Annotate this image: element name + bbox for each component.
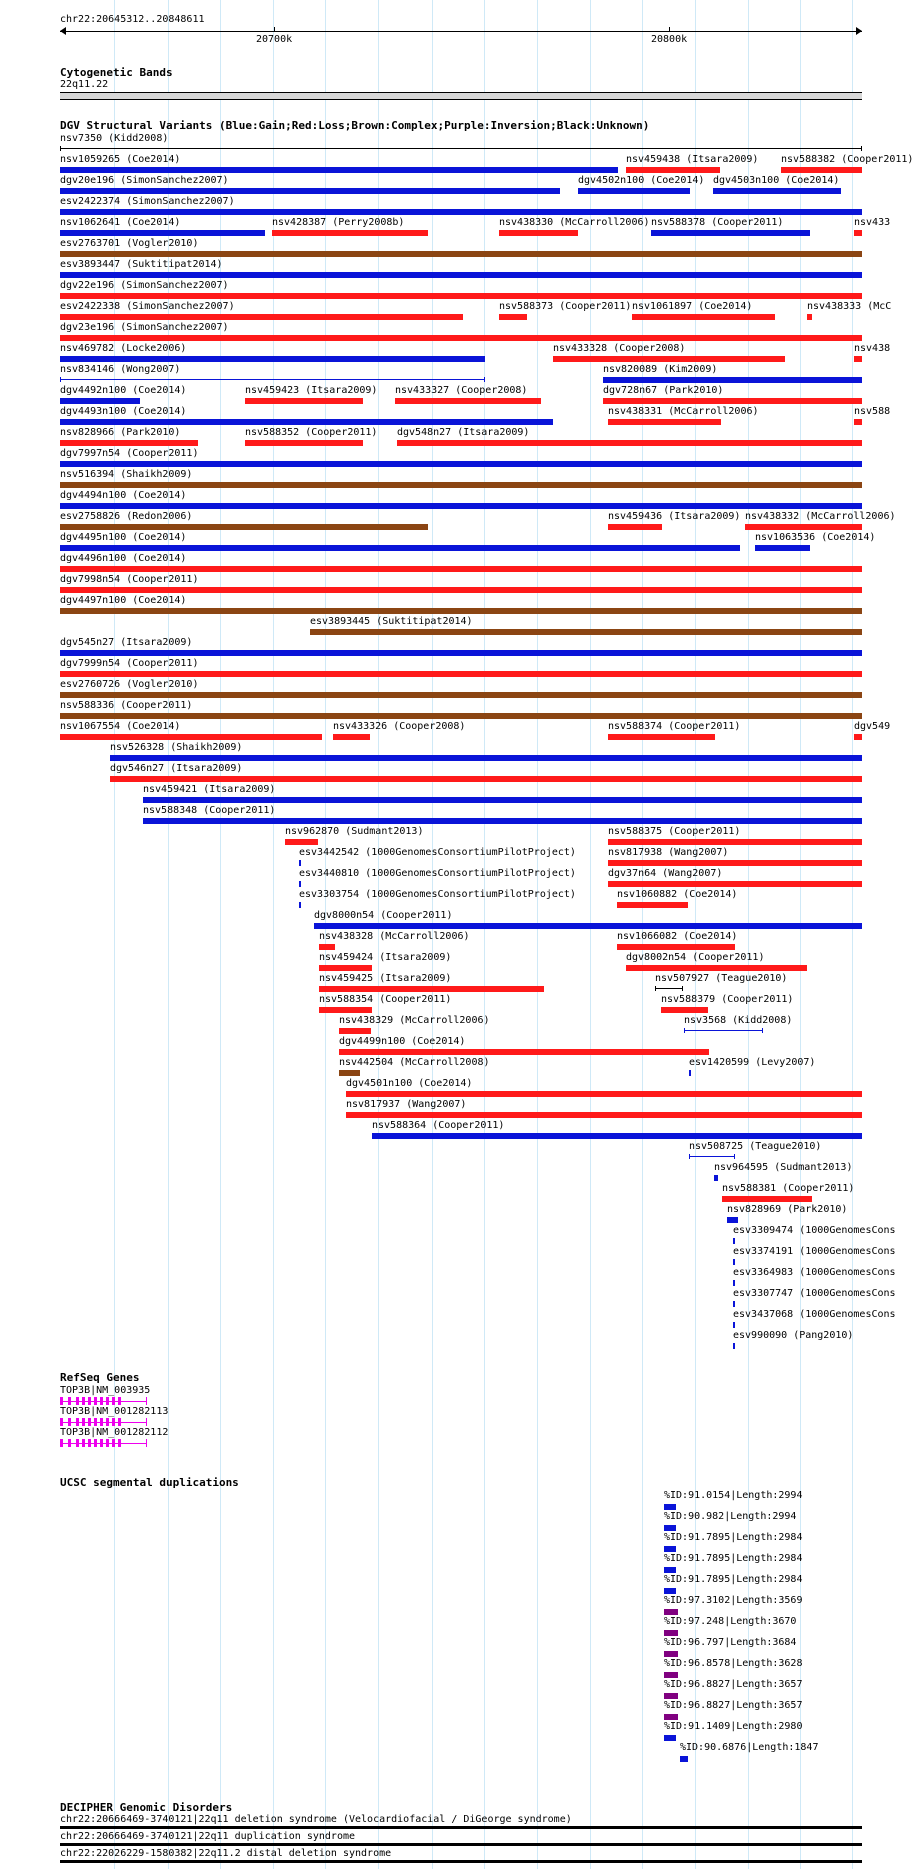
- dgv-track-title: DGV Structural Variants (Blue:Gain;Red:Loss;Brown:Complex;Purple:Inversion;Black:Unknown): [60, 119, 650, 132]
- variant-label: nsv438328 (McCarroll2006): [319, 931, 470, 942]
- variant-span-end: [762, 1028, 763, 1033]
- variant-label: nsv820089 (Kim2009): [603, 364, 718, 375]
- variant-label: esv3440810 (1000GenomesConsortiumPilotProject): [299, 868, 576, 879]
- segdup-bar[interactable]: [664, 1546, 676, 1552]
- variant-bar[interactable]: [299, 860, 301, 866]
- variant-label: esv3893445 (Suktitipat2014): [310, 616, 473, 627]
- grid-line: [590, 0, 591, 1869]
- gene-exon[interactable]: [118, 1418, 121, 1426]
- variant-label: nsv1062641 (Coe2014): [60, 217, 181, 228]
- variant-label: nsv433: [854, 217, 891, 228]
- decipher-entry-bar[interactable]: [60, 1860, 862, 1863]
- variant-label: dgv8002n54 (Cooper2011): [626, 952, 765, 963]
- variant-bar[interactable]: [60, 335, 862, 341]
- variant-bar[interactable]: [339, 1070, 360, 1076]
- variant-label: nsv964595 (Sudmant2013): [714, 1162, 853, 1173]
- ruler-position: chr22:20645312..20848611: [60, 14, 205, 25]
- variant-bar[interactable]: [143, 818, 862, 824]
- variant-bar[interactable]: [608, 860, 862, 866]
- variant-label: dgv546n27 (Itsara2009): [110, 763, 243, 774]
- segdup-label: %ID:96.8827|Length:3657: [664, 1679, 803, 1690]
- variant-label: dgv4499n100 (Coe2014): [339, 1036, 466, 1047]
- variant-label: nsv828969 (Park2010): [727, 1204, 848, 1215]
- variant-bar[interactable]: [733, 1343, 735, 1349]
- variant-label: nsv508725 (Teague2010): [689, 1141, 822, 1152]
- variant-bar[interactable]: [733, 1238, 735, 1244]
- variant-bar[interactable]: [333, 734, 370, 740]
- variant-bar[interactable]: [608, 839, 862, 845]
- variant-label: dgv7998n54 (Cooper2011): [60, 574, 199, 585]
- variant-bar[interactable]: [603, 377, 862, 383]
- variant-bar[interactable]: [499, 314, 527, 320]
- variant-label: nsv3568 (Kidd2008): [684, 1015, 793, 1026]
- variant-label: nsv1061897 (Coe2014): [632, 301, 753, 312]
- variant-span-end: [655, 986, 656, 991]
- variant-label: dgv4502n100 (Coe2014): [578, 175, 705, 186]
- segdup-label: %ID:97.248|Length:3670: [664, 1616, 797, 1627]
- variant-label: dgv37n64 (Wang2007): [608, 868, 723, 879]
- variant-bar[interactable]: [626, 965, 807, 971]
- variant-bar[interactable]: [60, 482, 862, 488]
- variant-label: esv3437068 (1000GenomesCons: [733, 1309, 896, 1320]
- grid-line: [748, 0, 749, 1869]
- gene-exon[interactable]: [76, 1397, 79, 1405]
- gene-label: TOP3B|NM_001282113: [60, 1406, 169, 1417]
- decipher-entry-label: chr22:20666469-3740121|22q11 deletion syndrome (Velocardiofacial / DiGeorge syndrome): [60, 1814, 572, 1825]
- variant-label: nsv1067554 (Coe2014): [60, 721, 181, 732]
- variant-label: esv2763701 (Vogler2010): [60, 238, 199, 249]
- decipher-track-title: DECIPHER Genomic Disorders: [60, 1801, 233, 1814]
- variant-label: dgv4495n100 (Coe2014): [60, 532, 187, 543]
- variant-label: nsv438330 (McCarroll2006): [499, 217, 650, 228]
- variant-label: dgv4493n100 (Coe2014): [60, 406, 187, 417]
- gene-exon[interactable]: [88, 1439, 91, 1447]
- variant-label: nsv442504 (McCarroll2008): [339, 1057, 490, 1068]
- segdup-label: %ID:91.7895|Length:2984: [664, 1574, 803, 1585]
- variant-label: nsv516394 (Shaikh2009): [60, 469, 193, 480]
- cytoband-bar[interactable]: [60, 92, 862, 100]
- segdup-bar[interactable]: [664, 1714, 678, 1720]
- variant-label: nsv817937 (Wang2007): [346, 1099, 467, 1110]
- variant-bar[interactable]: [319, 1007, 372, 1013]
- segdup-bar[interactable]: [664, 1630, 678, 1636]
- variant-bar[interactable]: [60, 230, 265, 236]
- variant-bar[interactable]: [617, 944, 735, 950]
- variant-label: nsv7350 (Kidd2008): [60, 133, 169, 144]
- variant-bar[interactable]: [807, 314, 812, 320]
- variant-bar[interactable]: [319, 944, 335, 950]
- variant-bar[interactable]: [689, 1070, 691, 1076]
- variant-label: nsv438333 (McC: [807, 301, 892, 312]
- variant-bar[interactable]: [397, 440, 862, 446]
- variant-bar[interactable]: [617, 902, 688, 908]
- variant-bar[interactable]: [722, 1196, 812, 1202]
- variant-label: dgv4497n100 (Coe2014): [60, 595, 187, 606]
- variant-label: nsv817938 (Wang2007): [608, 847, 729, 858]
- variant-bar[interactable]: [60, 671, 862, 677]
- variant-label: nsv588381 (Cooper2011): [722, 1183, 855, 1194]
- variant-bar[interactable]: [339, 1028, 371, 1034]
- variant-bar[interactable]: [733, 1280, 735, 1286]
- variant-bar[interactable]: [608, 881, 862, 887]
- variant-bar[interactable]: [60, 293, 862, 299]
- decipher-entry-label: chr22:22026229-1580382|22q11.2 distal deletion syndrome: [60, 1848, 392, 1859]
- cytoband-track-title: Cytogenetic Bands: [60, 66, 173, 79]
- cytoband-label: 22q11.22: [60, 79, 109, 90]
- variant-bar[interactable]: [60, 650, 862, 656]
- variant-bar[interactable]: [745, 524, 862, 530]
- variant-label: nsv438332 (McCarroll2006): [745, 511, 896, 522]
- variant-bar[interactable]: [499, 230, 578, 236]
- segdup-label: %ID:90.982|Length:2994: [664, 1511, 797, 1522]
- variant-label: esv1420599 (Levy2007): [689, 1057, 816, 1068]
- variant-bar[interactable]: [60, 461, 862, 467]
- gene-exon[interactable]: [118, 1439, 121, 1447]
- gene-exon[interactable]: [112, 1418, 115, 1426]
- variant-label: nsv526328 (Shaikh2009): [110, 742, 243, 753]
- grid-line: [484, 0, 485, 1869]
- gene-backbone: [60, 1401, 147, 1402]
- gene-exon[interactable]: [94, 1439, 97, 1447]
- ruler-axis: [60, 31, 862, 32]
- variant-bar[interactable]: [60, 209, 862, 215]
- grid-line: [800, 0, 801, 1869]
- variant-label: dgv4503n100 (Coe2014): [713, 175, 840, 186]
- segdup-bar[interactable]: [664, 1651, 678, 1657]
- variant-bar[interactable]: [60, 503, 862, 509]
- gene-exon[interactable]: [68, 1439, 71, 1447]
- variant-bar[interactable]: [632, 314, 775, 320]
- variant-bar[interactable]: [60, 713, 862, 719]
- grid-line: [852, 0, 853, 1869]
- segdup-label: %ID:96.797|Length:3684: [664, 1637, 797, 1648]
- refseq-track-title: RefSeq Genes: [60, 1371, 140, 1384]
- variant-bar[interactable]: [854, 734, 862, 740]
- variant-bar[interactable]: [60, 419, 553, 425]
- variant-bar[interactable]: [346, 1112, 862, 1118]
- gene-exon[interactable]: [100, 1418, 103, 1426]
- variant-label: nsv588379 (Cooper2011): [661, 994, 794, 1005]
- gene-exon[interactable]: [68, 1397, 71, 1405]
- variant-label: nsv459436 (Itsara2009): [608, 511, 741, 522]
- variant-bar[interactable]: [651, 230, 810, 236]
- gene-exon[interactable]: [82, 1439, 85, 1447]
- ruler-tick: [669, 27, 670, 32]
- variant-label: nsv433326 (Cooper2008): [333, 721, 466, 732]
- variant-span-line[interactable]: [684, 1030, 763, 1031]
- segdup-label: %ID:96.8578|Length:3628: [664, 1658, 803, 1669]
- gene-end-marker: [146, 1418, 147, 1426]
- variant-label: nsv588336 (Cooper2011): [60, 700, 193, 711]
- segdup-label: %ID:96.8827|Length:3657: [664, 1700, 803, 1711]
- variant-label: dgv548n27 (Itsara2009): [397, 427, 530, 438]
- ruler-tick-label: 20800k: [651, 34, 688, 45]
- variant-bar[interactable]: [713, 188, 841, 194]
- gene-exon[interactable]: [68, 1418, 71, 1426]
- variant-label: esv3893447 (Suktitipat2014): [60, 259, 223, 270]
- variant-label: nsv962870 (Sudmant2013): [285, 826, 424, 837]
- ruler-tick: [274, 27, 275, 32]
- gene-exon[interactable]: [88, 1418, 91, 1426]
- variant-label: dgv8000n54 (Cooper2011): [314, 910, 453, 921]
- variant-label: esv2422374 (SimonSanchez2007): [60, 196, 235, 207]
- variant-label: esv2760726 (Vogler2010): [60, 679, 199, 690]
- gene-exon[interactable]: [118, 1397, 121, 1405]
- variant-label: nsv588354 (Cooper2011): [319, 994, 452, 1005]
- gene-exon[interactable]: [100, 1397, 103, 1405]
- variant-bar[interactable]: [60, 734, 322, 740]
- segdup-bar[interactable]: [664, 1672, 678, 1678]
- gene-backbone: [60, 1443, 147, 1444]
- segdup-label: %ID:91.7895|Length:2984: [664, 1532, 803, 1543]
- variant-bar[interactable]: [339, 1049, 709, 1055]
- gene-exon[interactable]: [76, 1418, 79, 1426]
- gene-exon[interactable]: [76, 1439, 79, 1447]
- variant-span-end: [861, 146, 862, 151]
- gene-label: TOP3B|NM_003935: [60, 1385, 151, 1396]
- variant-bar[interactable]: [299, 902, 301, 908]
- variant-label: esv3442542 (1000GenomesConsortiumPilotProject): [299, 847, 576, 858]
- variant-bar[interactable]: [60, 545, 740, 551]
- segdup-label: %ID:90.6876|Length:1847: [680, 1742, 819, 1753]
- variant-label: dgv23e196 (SimonSanchez2007): [60, 322, 229, 333]
- variant-bar[interactable]: [245, 398, 363, 404]
- variant-bar[interactable]: [733, 1259, 735, 1265]
- variant-label: nsv1066082 (Coe2014): [617, 931, 738, 942]
- variant-bar[interactable]: [110, 755, 862, 761]
- variant-label: nsv588352 (Cooper2011): [245, 427, 378, 438]
- variant-label: dgv549: [854, 721, 891, 732]
- variant-label: dgv4501n100 (Coe2014): [346, 1078, 473, 1089]
- ruler-left-arrow-icon: [60, 27, 66, 35]
- variant-bar[interactable]: [578, 188, 690, 194]
- variant-label: esv3303754 (1000GenomesConsortiumPilotProject): [299, 889, 576, 900]
- variant-label: dgv20e196 (SimonSanchez2007): [60, 175, 229, 186]
- variant-bar[interactable]: [60, 251, 862, 257]
- variant-label: esv3374191 (1000GenomesCons: [733, 1246, 896, 1257]
- variant-bar[interactable]: [755, 545, 810, 551]
- variant-label: nsv828966 (Park2010): [60, 427, 181, 438]
- variant-bar[interactable]: [143, 797, 862, 803]
- ruler-tick-label: 20700k: [256, 34, 293, 45]
- segdup-bar[interactable]: [664, 1525, 676, 1531]
- variant-label: nsv438329 (McCarroll2006): [339, 1015, 490, 1026]
- variant-label: dgv545n27 (Itsara2009): [60, 637, 193, 648]
- variant-label: nsv588364 (Cooper2011): [372, 1120, 505, 1131]
- decipher-entry-label: chr22:20666469-3740121|22q11 duplication syndrome: [60, 1831, 356, 1842]
- gene-exon[interactable]: [82, 1397, 85, 1405]
- variant-label: esv3309474 (1000GenomesCons: [733, 1225, 896, 1236]
- gene-exon[interactable]: [82, 1418, 85, 1426]
- gene-end-marker: [146, 1397, 147, 1405]
- variant-label: nsv459423 (Itsara2009): [245, 385, 378, 396]
- variant-bar[interactable]: [299, 881, 301, 887]
- gene-exon[interactable]: [60, 1397, 63, 1405]
- variant-bar[interactable]: [727, 1217, 738, 1223]
- variant-bar[interactable]: [60, 524, 428, 530]
- variant-bar[interactable]: [781, 167, 862, 173]
- variant-bar[interactable]: [661, 1007, 708, 1013]
- ruler-right-arrow-icon: [856, 27, 862, 35]
- variant-label: nsv433327 (Cooper2008): [395, 385, 528, 396]
- variant-label: nsv834146 (Wong2007): [60, 364, 181, 375]
- variant-span-end: [60, 377, 61, 382]
- decipher-entry-bar[interactable]: [60, 1843, 862, 1846]
- variant-label: nsv1063536 (Coe2014): [755, 532, 876, 543]
- gene-exon[interactable]: [106, 1397, 109, 1405]
- variant-span-line[interactable]: [689, 1156, 735, 1157]
- variant-label: dgv7997n54 (Cooper2011): [60, 448, 199, 459]
- variant-bar[interactable]: [733, 1322, 735, 1328]
- variant-bar[interactable]: [60, 188, 560, 194]
- gene-exon[interactable]: [88, 1397, 91, 1405]
- variant-bar[interactable]: [372, 1133, 862, 1139]
- variant-bar[interactable]: [608, 524, 662, 530]
- variant-label: dgv728n67 (Park2010): [603, 385, 724, 396]
- variant-label: dgv4492n100 (Coe2014): [60, 385, 187, 396]
- variant-label: nsv438: [854, 343, 891, 354]
- variant-bar[interactable]: [319, 965, 372, 971]
- variant-label: nsv1060882 (Coe2014): [617, 889, 738, 900]
- variant-label: nsv588348 (Cooper2011): [143, 805, 276, 816]
- variant-bar[interactable]: [346, 1091, 862, 1097]
- segdup-label: %ID:91.0154|Length:2994: [664, 1490, 803, 1501]
- gene-exon[interactable]: [94, 1418, 97, 1426]
- gene-exon[interactable]: [100, 1439, 103, 1447]
- variant-label: nsv588378 (Cooper2011): [651, 217, 784, 228]
- variant-bar[interactable]: [60, 167, 618, 173]
- variant-label: nsv459424 (Itsara2009): [319, 952, 452, 963]
- variant-bar[interactable]: [60, 566, 862, 572]
- variant-label: nsv588374 (Cooper2011): [608, 721, 741, 732]
- variant-bar[interactable]: [245, 440, 363, 446]
- segdup-label: %ID:91.7895|Length:2984: [664, 1553, 803, 1564]
- variant-bar[interactable]: [733, 1301, 735, 1307]
- variant-bar[interactable]: [603, 398, 862, 404]
- gene-label: TOP3B|NM_001282112: [60, 1427, 169, 1438]
- variant-bar[interactable]: [110, 776, 862, 782]
- variant-span-end: [682, 986, 683, 991]
- gene-exon[interactable]: [94, 1397, 97, 1405]
- variant-bar[interactable]: [310, 629, 862, 635]
- gene-exon[interactable]: [106, 1418, 109, 1426]
- segdup-label: %ID:97.3102|Length:3569: [664, 1595, 803, 1606]
- gene-exon[interactable]: [112, 1439, 115, 1447]
- segdup-bar[interactable]: [664, 1735, 676, 1741]
- variant-bar[interactable]: [60, 356, 485, 362]
- segdup-label: %ID:91.1409|Length:2980: [664, 1721, 803, 1732]
- variant-span-end: [689, 1154, 690, 1159]
- variant-bar[interactable]: [60, 314, 463, 320]
- segdup-bar[interactable]: [680, 1756, 688, 1762]
- variant-label: nsv588373 (Cooper2011): [499, 301, 632, 312]
- variant-bar[interactable]: [60, 440, 198, 446]
- variant-label: esv3307747 (1000GenomesCons: [733, 1288, 896, 1299]
- variant-bar[interactable]: [60, 272, 862, 278]
- gene-backbone: [60, 1422, 147, 1423]
- variant-span-line[interactable]: [655, 988, 683, 989]
- segdup-bar[interactable]: [664, 1588, 676, 1594]
- variant-label: nsv438331 (McCarroll2006): [608, 406, 759, 417]
- variant-bar[interactable]: [854, 356, 862, 362]
- variant-label: esv3364983 (1000GenomesCons: [733, 1267, 896, 1278]
- variant-label: nsv459438 (Itsara2009): [626, 154, 759, 165]
- variant-bar[interactable]: [60, 587, 862, 593]
- variant-bar[interactable]: [714, 1175, 718, 1181]
- variant-span-end: [60, 146, 61, 151]
- gene-end-marker: [146, 1439, 147, 1447]
- variant-bar[interactable]: [319, 986, 544, 992]
- gene-exon[interactable]: [60, 1418, 63, 1426]
- variant-bar[interactable]: [854, 419, 862, 425]
- variant-label: nsv433328 (Cooper2008): [553, 343, 686, 354]
- variant-label: esv2758826 (Redon2006): [60, 511, 193, 522]
- variant-label: nsv428387 (Perry2008b): [272, 217, 405, 228]
- variant-bar[interactable]: [626, 167, 720, 173]
- grid-line: [537, 0, 538, 1869]
- variant-span-line[interactable]: [60, 379, 485, 380]
- variant-label: esv2422338 (SimonSanchez2007): [60, 301, 235, 312]
- variant-label: nsv469782 (Locke2006): [60, 343, 187, 354]
- segdup-track-title: UCSC segmental duplications: [60, 1476, 239, 1489]
- variant-label: dgv7999n54 (Cooper2011): [60, 658, 199, 669]
- variant-label: nsv588: [854, 406, 891, 417]
- variant-label: nsv588375 (Cooper2011): [608, 826, 741, 837]
- segdup-bar[interactable]: [664, 1504, 676, 1510]
- segdup-bar[interactable]: [664, 1609, 678, 1615]
- variant-span-end: [484, 377, 485, 382]
- variant-bar[interactable]: [60, 398, 140, 404]
- variant-bar[interactable]: [854, 230, 862, 236]
- variant-label: nsv1059265 (Coe2014): [60, 154, 181, 165]
- variant-bar[interactable]: [395, 398, 541, 404]
- variant-label: nsv507927 (Teague2010): [655, 973, 788, 984]
- variant-bar[interactable]: [553, 356, 785, 362]
- variant-label: nsv459421 (Itsara2009): [143, 784, 276, 795]
- variant-label: esv990090 (Pang2010): [733, 1330, 854, 1341]
- segdup-bar[interactable]: [664, 1567, 676, 1573]
- variant-bar[interactable]: [608, 419, 721, 425]
- variant-bar[interactable]: [60, 608, 862, 614]
- gene-exon[interactable]: [106, 1439, 109, 1447]
- decipher-entry-bar[interactable]: [60, 1826, 862, 1829]
- variant-label: dgv4494n100 (Coe2014): [60, 490, 187, 501]
- variant-bar[interactable]: [272, 230, 428, 236]
- variant-label: nsv459425 (Itsara2009): [319, 973, 452, 984]
- variant-bar[interactable]: [285, 839, 318, 845]
- variant-bar[interactable]: [314, 923, 862, 929]
- variant-label: nsv588382 (Cooper2011): [781, 154, 913, 165]
- gene-exon[interactable]: [60, 1439, 63, 1447]
- variant-bar[interactable]: [60, 692, 862, 698]
- gene-exon[interactable]: [112, 1397, 115, 1405]
- variant-label: dgv4496n100 (Coe2014): [60, 553, 187, 564]
- segdup-bar[interactable]: [664, 1693, 678, 1699]
- variant-span-end: [734, 1154, 735, 1159]
- variant-bar[interactable]: [608, 734, 715, 740]
- variant-label: dgv22e196 (SimonSanchez2007): [60, 280, 229, 291]
- variant-span-end: [684, 1028, 685, 1033]
- variant-span-line[interactable]: [60, 148, 862, 149]
- grid-line: [273, 0, 274, 1869]
